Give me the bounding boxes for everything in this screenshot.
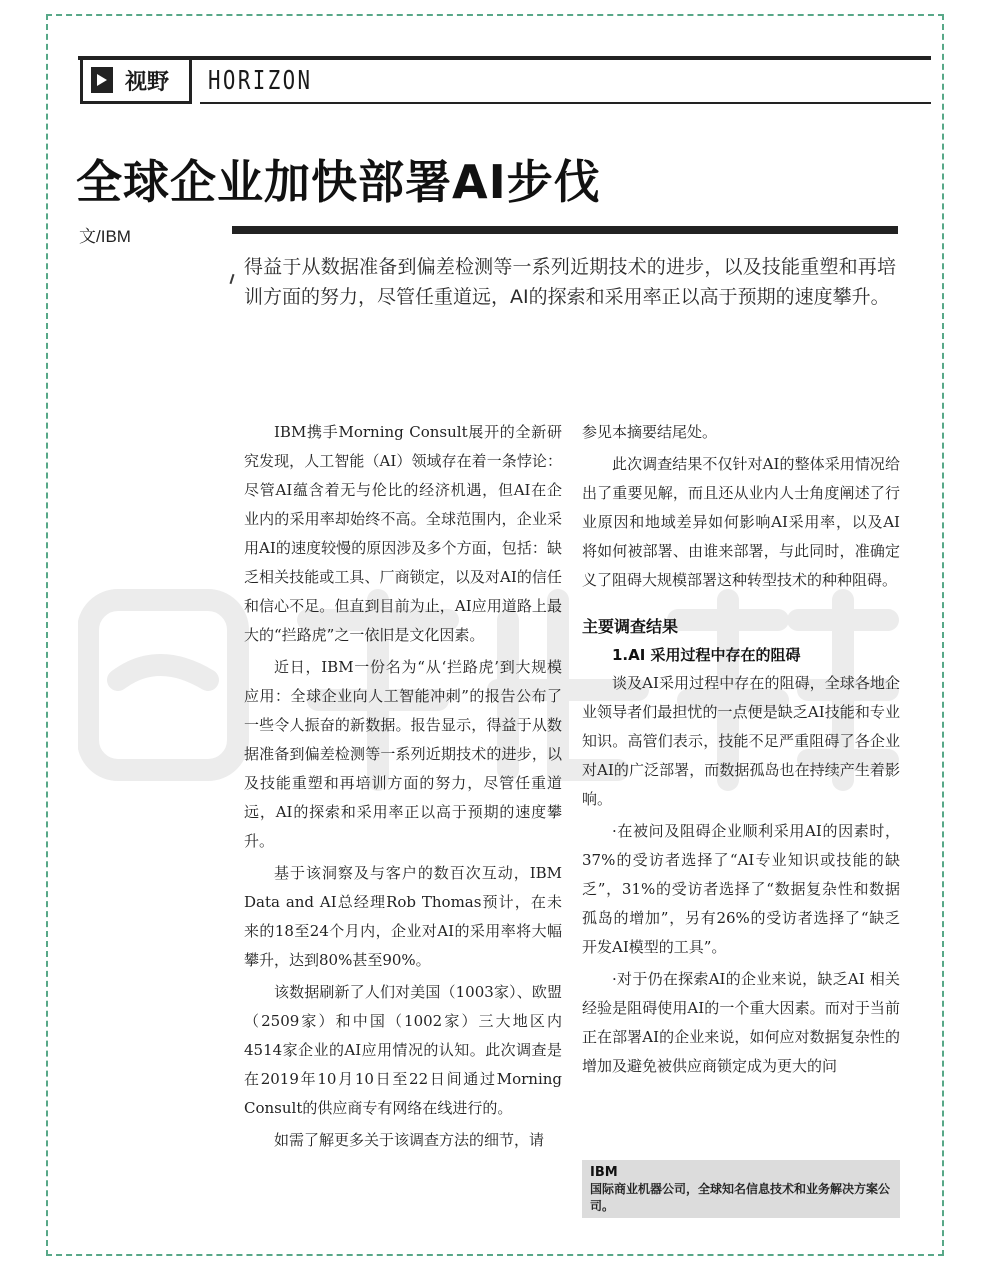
- bullet-paragraph: ·在被问及阻碍企业顺利采用AI的因素时，37%的受访者选择了“AI专业知识或技能的缺乏”，31%的受访者选择了“数据复杂性和数据孤岛的增加”，另有26%的受访者选择了“缺乏开发AI模型的工具”。: [582, 822, 900, 956]
- body-paragraph: 近日，IBM一份名为“从‘拦路虎’到大规模应用：全球企业向人工智能冲刺”的报告公布了一些令人振奋的新数据。报告显示，得益于从数据准备到偏差检测等一系列近期技术的进步，以及技能重塑和再培训方面的努力，尽管任重道远，AI的探索和采用率正以高于预期的速度攀升。: [244, 658, 562, 850]
- subsection-heading: 1.AI 采用过程中存在的阻碍: [612, 646, 801, 664]
- section-label-en: HORIZON: [208, 66, 313, 96]
- note-body: 国际商业机器公司，全球知名信息技术和业务解决方案公司。: [590, 1182, 891, 1213]
- header-underline: [200, 102, 931, 104]
- body-paragraph: 基于该洞察及与客户的数百次互动，IBM Data and AI总经理Rob Thomas预计，在未来的18至24个月内，企业对AI的采用率将大幅攀升，达到80%甚至90%。: [244, 864, 562, 969]
- company-note: [582, 1160, 900, 1218]
- section-tag: [80, 56, 192, 104]
- bullet-paragraph: ·对于仍在探索AI的企业来说，缺乏AI 相关经验是阻碍使用AI的一个重大因素。而对于当前正在部署AI的企业来说，如何应对数据复杂性的增加及避免被供应商锁定成为更大的问: [582, 970, 900, 1075]
- body-paragraph: IBM携手Morning Consult展开的全新研究发现，人工智能（AI）领域存在着一条悖论：尽管AI蕴含着无与伦比的经济机遇，但AI在企业内的采用率却始终不高。全球范围内，企业采用AI的速度较慢的原因涉及多个方面，包括：缺乏相关技能或工具、厂商锁定，以及对AI的信任和信心不足。但直到目前为止，AI应用道路上最大的“拦路虎”之一依旧是文化因素。: [244, 423, 562, 644]
- body-paragraph: 该数据刷新了人们对美国（1003家）、欧盟（2509家）和中国（1002家）三大地区内4514家企业的AI应用情况的认知。此次调查是在2019年10月10日至22日间通过Morning Consult的供应商专有网络在线进行的。: [244, 983, 562, 1117]
- byline: 文/IBM: [79, 227, 131, 246]
- note-title: IBM: [590, 1165, 618, 1180]
- body-paragraph: 此次调查结果不仅针对AI的整体采用情况给出了重要见解，而且还从业内人士角度阐述了行业原因和地域差异如何影响AI采用率，以及AI将如何被部署、由谁来部署，与此同时，准确定义了阻碍大规模部署这种转型技术的种种阻碍。: [582, 455, 900, 589]
- body-paragraph: 谈及AI采用过程中存在的阻碍，全球各地企业领导者们最担忧的一点便是缺乏AI技能和专业知识。高管们表示，技能不足严重阻碍了各企业对AI的广泛部署，而数据孤岛也在持续产生着影响。: [582, 674, 900, 808]
- lead-paragraph: 得益于从数据准备到偏差检测等一系列近期技术的进步，以及技能重塑和再培训方面的努力，尽管任重道远，AI的探索和采用率正以高于预期的速度攀升。: [244, 256, 896, 308]
- play-icon: [91, 67, 113, 93]
- article-title: 全球企业加快部署AI步伐: [76, 155, 601, 209]
- section-label: 视野: [125, 69, 170, 95]
- body-column-left: [244, 418, 562, 1155]
- body-column-right: [582, 418, 900, 1081]
- body-paragraph-continuation: 参见本摘要结尾处。: [582, 423, 718, 441]
- section-heading: 主要调查结果: [582, 617, 679, 636]
- header-rule: [78, 56, 931, 60]
- lead-rule: [232, 226, 898, 234]
- body-paragraph: 如需了解更多关于该调查方法的细节，请: [274, 1131, 545, 1149]
